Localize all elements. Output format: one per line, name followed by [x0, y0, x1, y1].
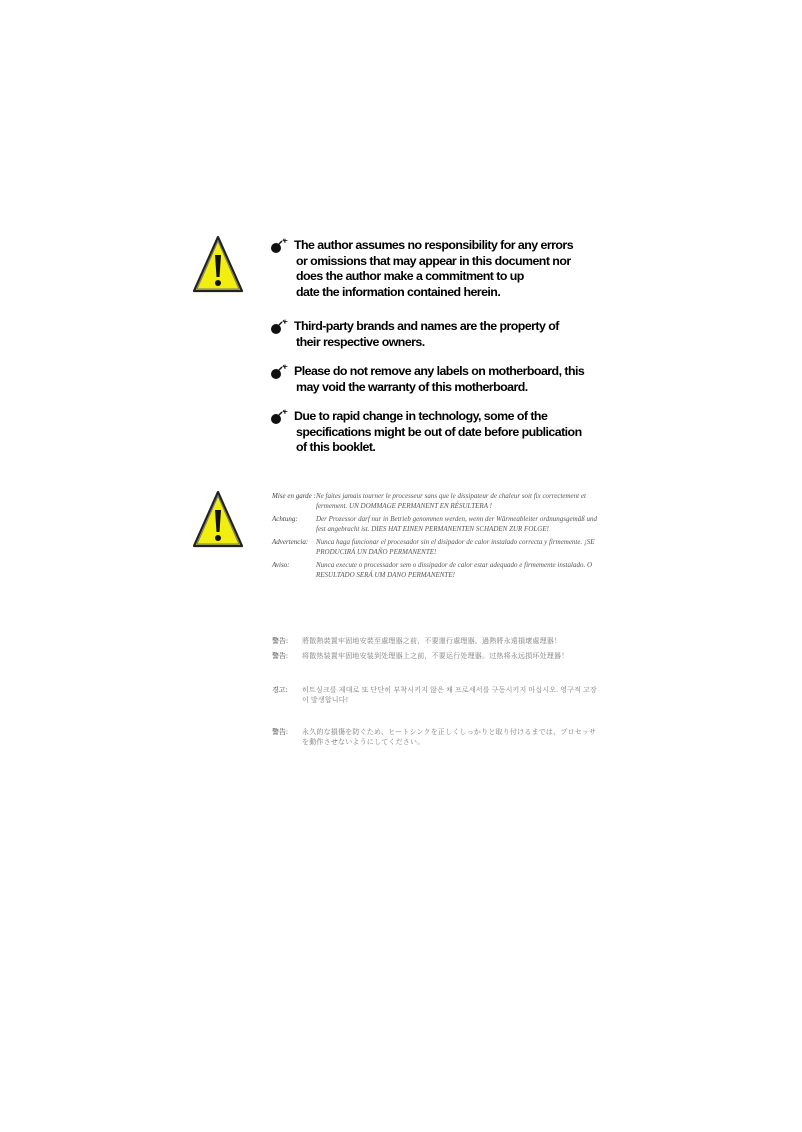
warning-row — [272, 728, 602, 747]
bomb-icon — [270, 238, 290, 254]
list-item — [270, 364, 620, 395]
warning-row — [272, 515, 602, 534]
warning-row — [272, 561, 602, 580]
notice-text — [294, 364, 620, 395]
notice-line: Due to rapid change in technology, some of the — [294, 409, 548, 423]
warning-text: Der Prozessor darf nur in Betrieb genommen werden, wenn der Wärmeableiter ordnungsgemäß und fest angebracht ist. DIES HAT EINEN PERMANENTEN SCHADEN ZUR FOLGE! — [316, 515, 597, 533]
warning-language-label: 警告: — [272, 652, 288, 660]
warning-row — [272, 652, 602, 662]
notice-line: Please do not remove any labels on motherboard, this — [294, 364, 585, 378]
warning-text: Nunca execute o processador sem o dissipador de calor estar adequado e firmemente instalado. O RESULTADO SERÁ UM DANO PERMANENTE! — [316, 561, 593, 579]
warning-text: Nunca haga funcionar el procesador sin el disipador de calor instalado correcta y firmemente. ¡SE PRODUCIRÁ UN DAÑO PERMANENTE! — [316, 538, 595, 556]
multilingual-warnings — [272, 492, 602, 746]
warning-row — [272, 637, 602, 647]
notice-list — [270, 238, 620, 470]
warning-row — [272, 686, 602, 705]
warning-text: 将散热装置牢固地安装到处理器上之前，不要运行处理器。过热将永远损坏处理器！ — [302, 652, 569, 660]
notice-text — [294, 409, 620, 456]
notice-line: their respective owners. — [296, 334, 425, 349]
list-item — [270, 319, 620, 350]
warning-language-label: Mise en garde : — [272, 492, 316, 500]
warning-text: Ne faites jamais tourner le processeur sans que le dissipateur de chaleur soit fix correctement et fermement. UN DOMMAGE PERMANENT EN RÉSULTERA ! — [316, 492, 586, 510]
notice-line: does the author make a commitment to up — [296, 269, 524, 283]
notice-line: may void the warranty of this motherboard. — [296, 379, 528, 394]
list-item — [270, 238, 620, 300]
bomb-icon — [270, 319, 290, 335]
list-item — [270, 409, 620, 456]
notice-line: specifications might be out of date before publication — [296, 424, 582, 439]
notice-text — [294, 238, 620, 300]
warning-language-label: 경고: — [272, 686, 288, 694]
bomb-icon — [270, 364, 290, 380]
notice-line: or omissions that may appear in this document nor — [296, 253, 571, 268]
warning-text: 將散熱裝置牢固地安裝至處理器之前，不要運行處理器。過熱將永遠損壞處理器！ — [302, 637, 562, 645]
notice-text — [294, 319, 620, 350]
warning-row — [272, 492, 602, 511]
warning-language-label: Aviso: — [272, 561, 290, 569]
warning-text: 永久的な損傷を防ぐため、ヒートシンクを正しくしっかりと取り付けるまでは、プロセッサを動作させないようにしてください。 — [302, 728, 597, 746]
warning-language-label: Achtung: — [272, 515, 298, 523]
warning-triangle-icon — [192, 490, 244, 550]
notice-line: date the information contained herein. — [296, 284, 501, 299]
warning-text: 히트싱크를 제대로 또 단단히 부착시키지 않은 채 프로세서를 구동시키지 마십시오. 영구적 고장이 발생합니다! — [302, 686, 597, 704]
notice-line: Third-party brands and names are the property of — [294, 319, 559, 333]
bomb-icon — [270, 409, 290, 425]
warning-triangle-icon — [192, 235, 244, 295]
warning-language-label: 警告: — [272, 637, 288, 645]
warning-language-label: 警告: — [272, 728, 288, 736]
warning-language-label: Advertencia: — [272, 538, 309, 546]
warning-row — [272, 538, 602, 557]
notice-line: of this booklet. — [296, 440, 376, 454]
notice-line: The author assumes no responsibility for any errors — [294, 238, 574, 252]
